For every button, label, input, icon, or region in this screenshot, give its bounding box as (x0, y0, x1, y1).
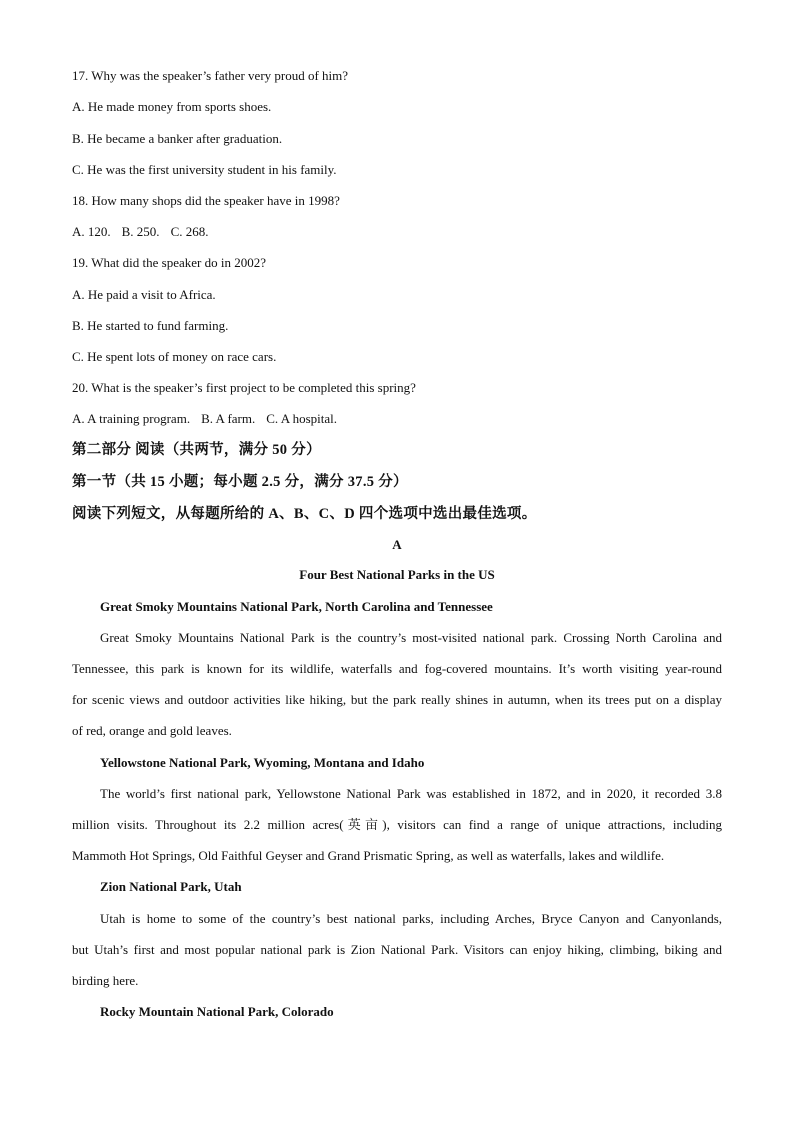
q18-option-b: B. 250. (121, 224, 160, 239)
q17-option-b: B. He became a banker after graduation. (72, 131, 283, 146)
park-heading-smoky: Great Smoky Mountains National Park, North Carolina and Tennessee (100, 599, 493, 614)
park-zion-line: birding here. (72, 973, 139, 988)
instruction: 阅读下列短文，从每题所给的 A、B、C、D 四个选项中选出最佳选项。 (72, 506, 537, 522)
q17-option-c: C. He was the first university student in his family. (72, 162, 337, 177)
park-yellowstone-line: Mammoth Hot Springs, Old Faithful Geyser and Grand Prismatic Spring, as well as waterfalls, lakes and wildlife. (72, 848, 665, 863)
park-heading-zion: Zion National Park, Utah (100, 879, 242, 894)
park-smoky-line: Great Smoky Mountains National Park is the country’s most-visited national park. Crossing North Carolina and (100, 630, 722, 645)
part-heading: 第二部分 阅读（共两节，满分 50 分） (72, 442, 321, 458)
park-smoky-line: Tennessee, this park is known for its wildlife, waterfalls and fog-covered mountains. It’s worth visiting year-round (72, 661, 722, 676)
q20-option-b: B. A farm. (201, 411, 256, 426)
q20-options (72, 411, 722, 427)
section-heading: 第一节（共 15 小题；每小题 2.5 分，满分 37.5 分） (72, 474, 408, 490)
passage-title: Four Best National Parks in the US (299, 567, 495, 582)
question-19: 19. What did the speaker do in 2002? (72, 255, 266, 270)
question-20: 20. What is the speaker’s first project to be completed this spring? (72, 380, 416, 395)
park-heading-rocky: Rocky Mountain National Park, Colorado (100, 1004, 334, 1019)
question-18: 18. How many shops did the speaker have in 1998? (72, 193, 340, 208)
q19-option-b: B. He started to fund farming. (72, 318, 229, 333)
q18-option-a: A. 120. (72, 224, 111, 239)
park-yellowstone-line: The world’s first national park, Yellowstone National Park was established in 1872, and in 2020, it recorded 3.8 (100, 786, 722, 801)
q18-option-c: C. 268. (170, 224, 209, 239)
park-zion-line: Utah is home to some of the country’s best national parks, including Arches, Bryce Canyon and Canyonlands, (100, 911, 722, 926)
question-17: 17. Why was the speaker’s father very proud of him? (72, 68, 349, 83)
q17-option-a: A. He made money from sports shoes. (72, 99, 272, 114)
q20-option-a: A. A training program. (72, 411, 191, 426)
q19-option-a: A. He paid a visit to Africa. (72, 287, 216, 302)
park-smoky-line: of red, orange and gold leaves. (72, 723, 232, 738)
q19-option-c: C. He spent lots of money on race cars. (72, 349, 277, 364)
park-zion-line: but Utah’s first and most popular national park is Zion National Park. Visitors can enjoy hiking, climbing, biking and (72, 942, 722, 957)
park-smoky-line: for scenic views and outdoor activities like hiking, but the park really shines in autumn, when its trees put on a display (72, 692, 722, 707)
park-heading-yellowstone: Yellowstone National Park, Wyoming, Montana and Idaho (100, 755, 425, 770)
q20-option-c: C. A hospital. (266, 411, 338, 426)
q18-options (72, 224, 722, 240)
park-yellowstone-line: million visits. Throughout its 2.2 million acres(英亩), visitors can find a range of unique attractions, including (72, 817, 722, 832)
passage-letter: A (392, 537, 402, 552)
